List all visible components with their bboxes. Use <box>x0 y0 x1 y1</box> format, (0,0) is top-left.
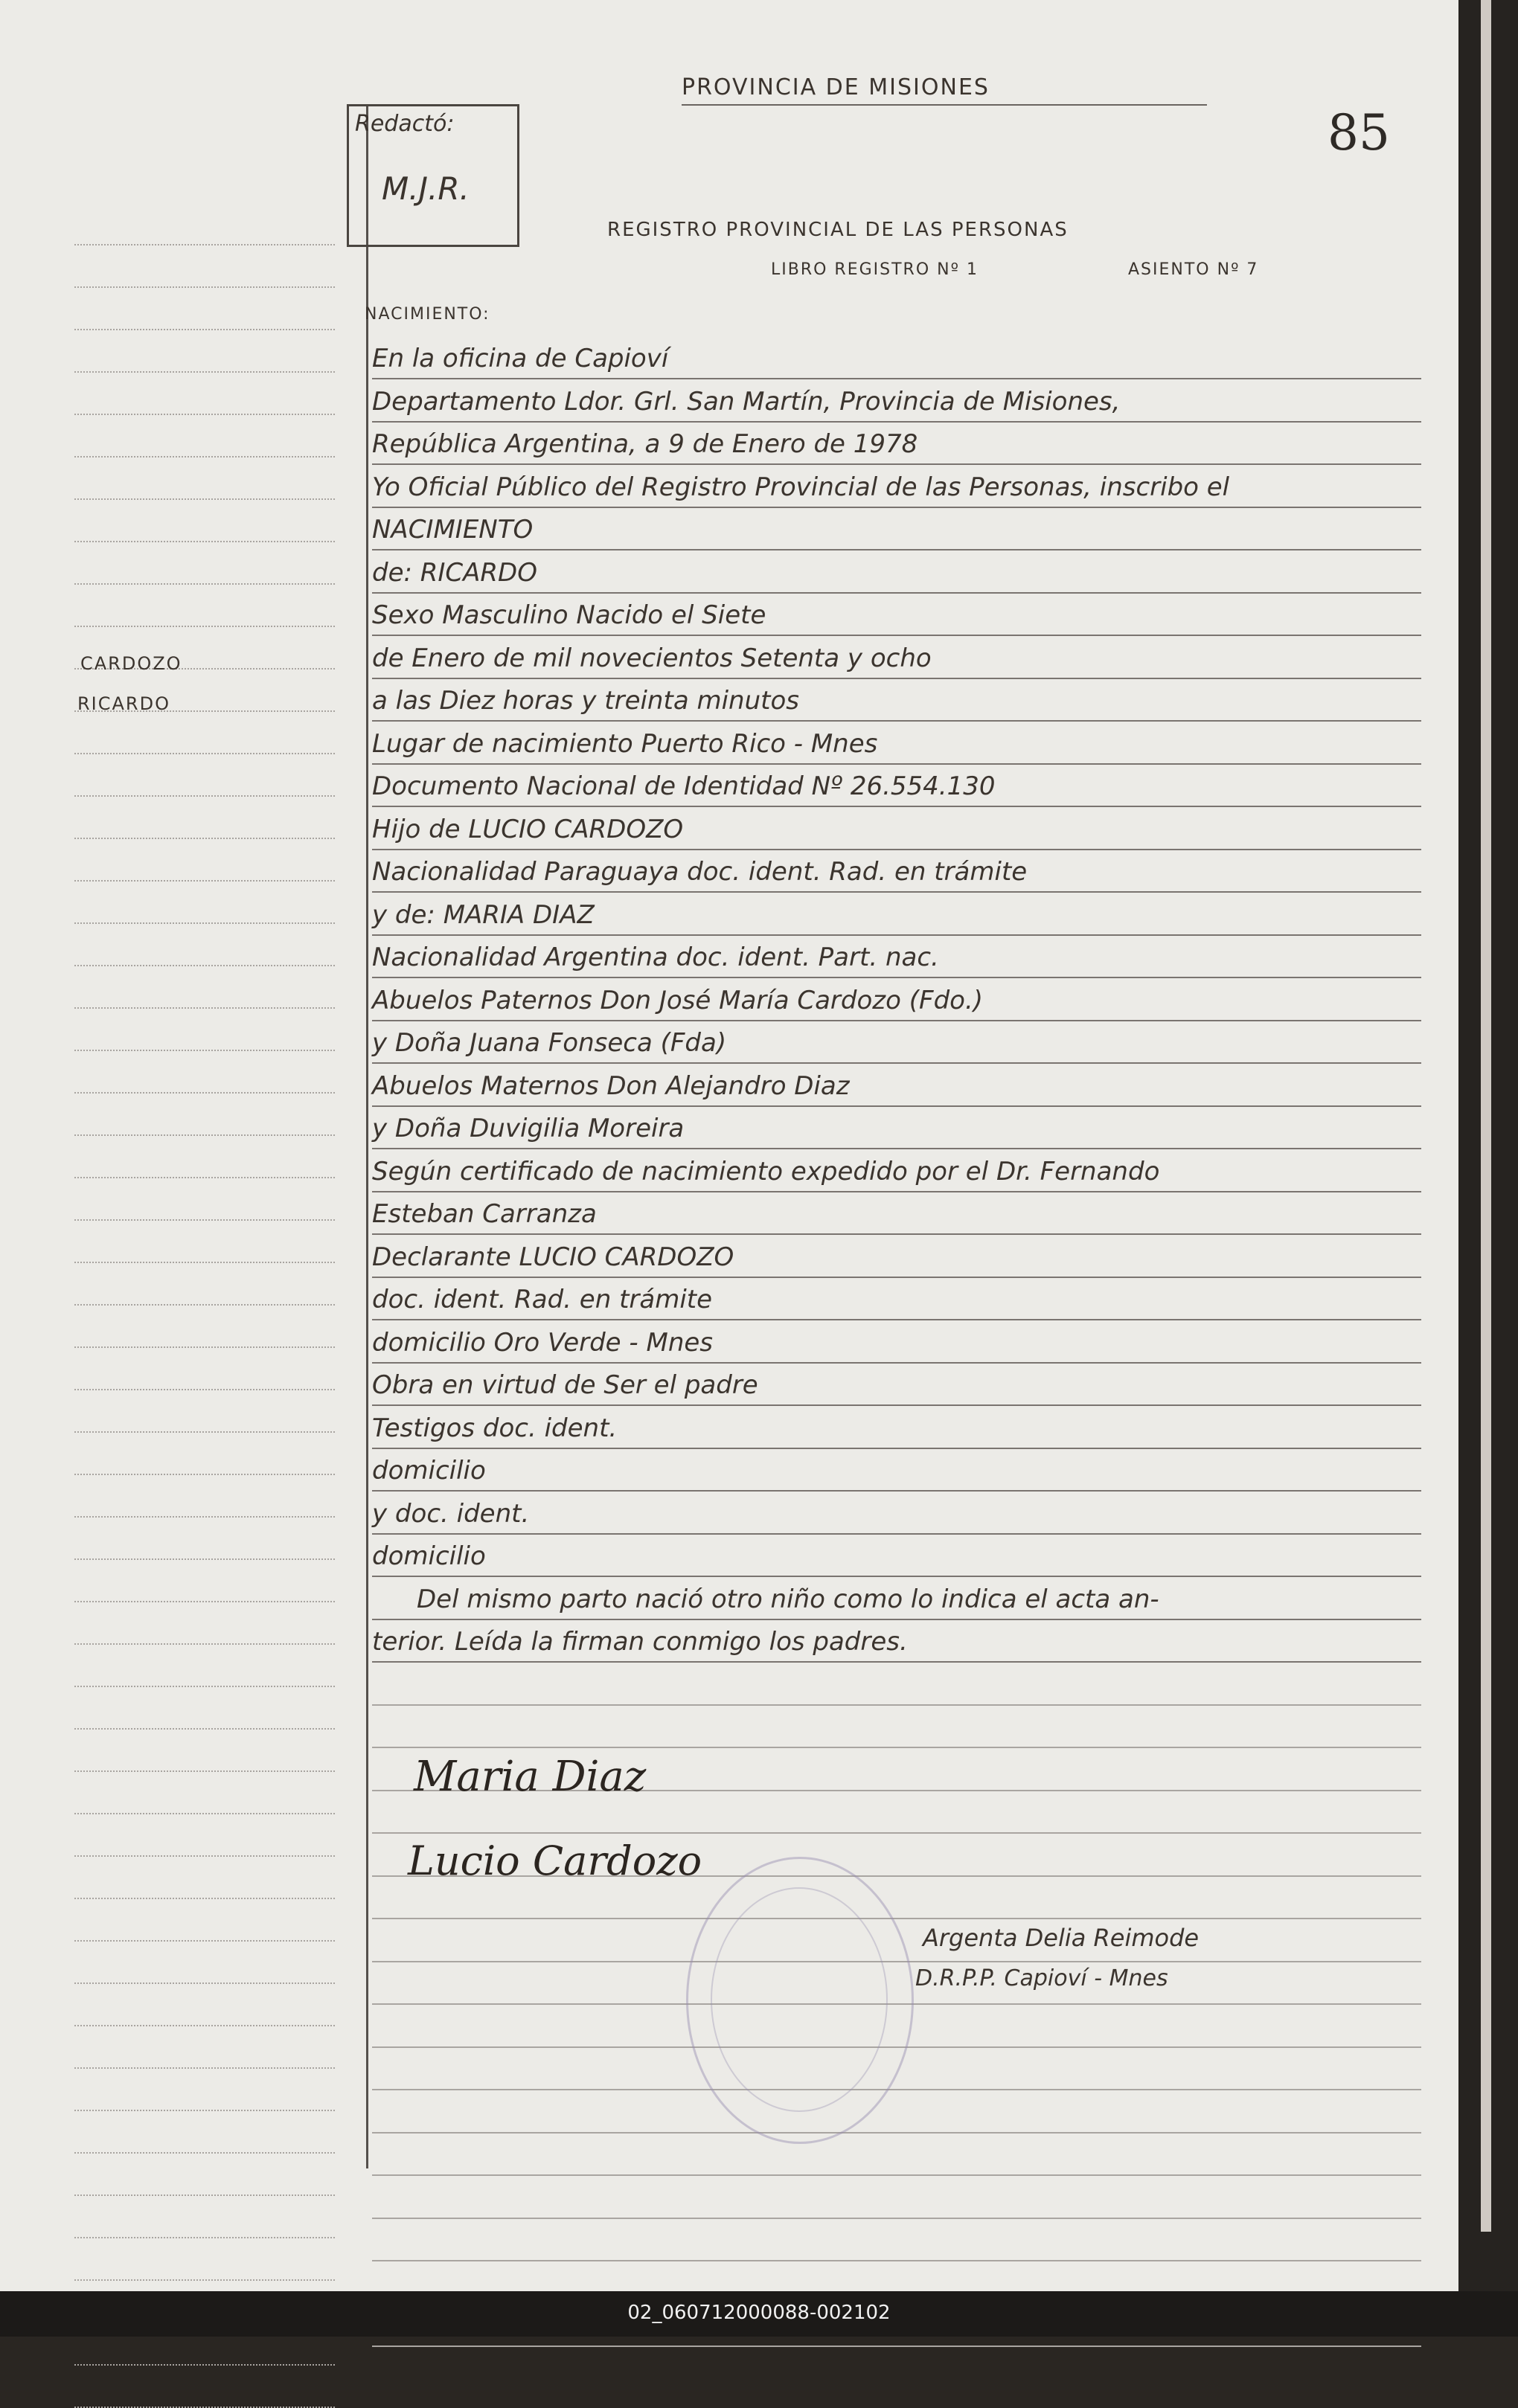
margin-dotted-line <box>74 1686 335 1687</box>
entry-rule <box>372 849 1421 850</box>
entry-rule <box>372 1619 1421 1620</box>
margin-dotted-line <box>74 1346 335 1348</box>
entry-line: Nacionalidad Paraguaya doc. ident. Rad. en trámite <box>372 857 1028 887</box>
margin-given-name: RICARDO <box>77 693 170 714</box>
margin-dotted-line <box>74 1898 335 1899</box>
entry-rule <box>372 1062 1421 1064</box>
margin-dotted-line <box>74 1940 335 1942</box>
entry-rule <box>372 1404 1421 1406</box>
margin-dotted-line <box>74 541 335 542</box>
margin-surname: CARDOZO <box>80 653 182 674</box>
entry-rule <box>372 763 1421 765</box>
margin-dotted-line <box>74 2364 335 2366</box>
entry-line: de: RICARDO <box>372 557 537 588</box>
margin-dotted-line <box>74 583 335 585</box>
entry-line: República Argentina, a 9 de Enero de 1978 <box>372 429 918 459</box>
margin-dotted-line <box>74 1134 335 1136</box>
entry-rule <box>372 720 1421 722</box>
entry-rule <box>372 463 1421 465</box>
entry-rule <box>372 507 1421 508</box>
entry-line: Yo Oficial Público del Registro Provincial de las Personas, inscribo el <box>372 472 1230 502</box>
margin-dotted-line <box>74 1770 335 1772</box>
redacted-by-box <box>347 104 519 247</box>
margin-dotted-line <box>74 965 335 966</box>
entry-line: domicilio Oro Verde - Mnes <box>372 1327 714 1358</box>
entry-rule <box>372 635 1421 636</box>
margin-dotted-line <box>74 1007 335 1009</box>
mother-signature: Maria Diaz <box>414 1753 647 1801</box>
entry-rule <box>372 549 1421 550</box>
margin-dotted-line <box>74 1431 335 1433</box>
margin-dotted-line <box>74 922 335 924</box>
official-seal <box>686 1857 914 2144</box>
margin-dotted-line <box>74 1050 335 1051</box>
entry-line: Del mismo parto nació otro niño como lo indica el acta an- <box>417 1584 1159 1614</box>
margin-dotted-line <box>74 1643 335 1645</box>
margin-dotted-line <box>74 838 335 839</box>
entry-line: de Enero de mil novecientos Setenta y ocho <box>372 643 932 673</box>
book-number: LIBRO REGISTRO Nº 1 <box>771 260 979 279</box>
entry-line: y doc. ident. <box>372 1498 530 1529</box>
entry-line: Según certificado de nacimiento expedido por el Dr. Fernando <box>372 1156 1160 1187</box>
margin-dotted-line <box>74 2237 335 2238</box>
blank-rule <box>372 2346 1421 2347</box>
entry-line: domicilio <box>372 1456 486 1486</box>
margin-dotted-line <box>74 1092 335 1094</box>
registry-heading: REGISTRO PROVINCIAL DE LAS PERSONAS <box>607 219 1069 241</box>
entry-line: Documento Nacional de Identidad Nº 26.554.130 <box>372 771 996 801</box>
entry-rule <box>372 1277 1421 1278</box>
file-caption: 02_060712000088-002102 <box>627 2302 891 2324</box>
binder-strip <box>1481 0 1491 2232</box>
margin-dotted-line <box>74 456 335 457</box>
section-title: NACIMIENTO: <box>365 305 490 324</box>
margin-dotted-line <box>74 2195 335 2196</box>
entry-line: Sexo Masculino Nacido el Siete <box>372 600 766 630</box>
entry-line: domicilio <box>372 1541 486 1571</box>
office-name: D.R.P.P. Capioví - Mnes <box>915 1965 1168 1991</box>
entry-number: ASIENTO Nº 7 <box>1128 260 1259 279</box>
margin-dotted-line <box>74 1219 335 1221</box>
entry-rule <box>372 1319 1421 1320</box>
margin-dotted-line <box>74 2067 335 2069</box>
entry-rule <box>372 891 1421 893</box>
blank-rule <box>372 2174 1421 2176</box>
entry-line: Lugar de nacimiento Puerto Rico - Mnes <box>372 728 878 759</box>
margin-dotted-line <box>74 1855 335 1857</box>
father-signature: Lucio Cardozo <box>408 1837 702 1884</box>
seal-inner-ring <box>711 1887 888 2112</box>
blank-rule <box>372 1918 1421 1919</box>
officer-name: Argenta Delia Reimode <box>923 1924 1200 1952</box>
margin-dotted-line <box>74 371 335 373</box>
entry-rule <box>372 678 1421 679</box>
margin-dotted-line <box>74 880 335 882</box>
entry-rule <box>372 934 1421 936</box>
entry-rule <box>372 1233 1421 1235</box>
margin-dotted-line <box>74 1177 335 1178</box>
margin-dotted-line <box>74 1262 335 1263</box>
entry-rule <box>372 1020 1421 1021</box>
entry-line: Esteban Carranza <box>372 1199 597 1229</box>
entry-line: y Doña Duvigilia Moreira <box>372 1114 685 1143</box>
entry-rule <box>372 1490 1421 1492</box>
blank-rule <box>372 2132 1421 2134</box>
entry-rule <box>372 1533 1421 1535</box>
entry-line: Declarante LUCIO CARDOZO <box>372 1242 734 1272</box>
entry-rule <box>372 1148 1421 1149</box>
entry-line: Testigos doc. ident. <box>372 1413 618 1443</box>
blank-rule <box>372 1704 1421 1706</box>
entry-line: y de: MARIA DIAZ <box>372 899 595 930</box>
blank-rule <box>372 2218 1421 2219</box>
margin-dotted-line <box>74 2152 335 2154</box>
entry-line: En la oficina de Capioví <box>372 344 669 373</box>
margin-dotted-line <box>74 1304 335 1306</box>
margin-dotted-line <box>74 1558 335 1560</box>
margin-dotted-line <box>74 753 335 754</box>
margin-dotted-line <box>74 1813 335 1814</box>
redacted-by-initials: M.J.R. <box>382 170 470 207</box>
entry-line: Nacionalidad Argentina doc. ident. Part. nac. <box>372 943 939 972</box>
margin-dotted-line <box>74 414 335 415</box>
redacted-by-label: Redactó: <box>355 111 455 137</box>
entry-rule <box>372 1448 1421 1449</box>
page-number: 85 <box>1328 104 1390 161</box>
blank-rule <box>372 2260 1421 2261</box>
entry-line: y Doña Juana Fonseca (Fda) <box>372 1028 727 1058</box>
entry-rule <box>372 592 1421 594</box>
entry-rule <box>372 1362 1421 1364</box>
entry-line: Hijo de LUCIO CARDOZO <box>372 814 684 844</box>
entry-line: a las Diez horas y treinta minutos <box>372 686 799 716</box>
entry-rule <box>372 806 1421 807</box>
margin-dotted-line <box>74 1982 335 1984</box>
entry-line: Abuelos Paternos Don José María Cardozo (Fdo.) <box>372 985 984 1015</box>
entry-line: NACIMIENTO <box>372 515 534 545</box>
margin-dotted-line <box>74 286 335 288</box>
entry-line: Abuelos Maternos Don Alejandro Diaz <box>372 1070 850 1101</box>
entry-rule <box>372 1105 1421 1107</box>
blank-rule <box>372 1747 1421 1748</box>
entry-line: terior. Leída la firman conmigo los padres. <box>372 1627 908 1657</box>
margin-dotted-line <box>74 498 335 500</box>
entry-rule <box>372 1576 1421 1577</box>
entry-rule <box>372 421 1421 423</box>
entry-rule <box>372 977 1421 978</box>
blank-rule <box>372 2089 1421 2090</box>
margin-dotted-line <box>74 626 335 627</box>
entry-rule <box>372 378 1421 379</box>
margin-dotted-line <box>74 1389 335 1390</box>
margin-dotted-line <box>74 1601 335 1602</box>
margin-dotted-line <box>74 2025 335 2026</box>
margin-dotted-line <box>74 1516 335 1518</box>
blank-rule <box>372 1832 1421 1834</box>
margin-dotted-line <box>74 1474 335 1475</box>
margin-rule <box>366 104 368 2168</box>
margin-dotted-line <box>74 795 335 797</box>
heading-underline <box>682 104 1207 106</box>
entry-rule <box>372 1661 1421 1663</box>
entry-line: doc. ident. Rad. en trámite <box>372 1285 713 1314</box>
margin-dotted-line <box>74 2279 335 2281</box>
province-heading: PROVINCIA DE MISIONES <box>682 74 990 100</box>
entry-line: Departamento Ldor. Grl. San Martín, Provincia de Misiones, <box>372 386 1121 417</box>
margin-dotted-line <box>74 244 335 245</box>
entry-rule <box>372 1191 1421 1192</box>
margin-dotted-line <box>74 1728 335 1730</box>
margin-dotted-line <box>74 329 335 330</box>
entry-line: Obra en virtud de Ser el padre <box>372 1370 758 1400</box>
margin-dotted-line <box>74 2110 335 2111</box>
